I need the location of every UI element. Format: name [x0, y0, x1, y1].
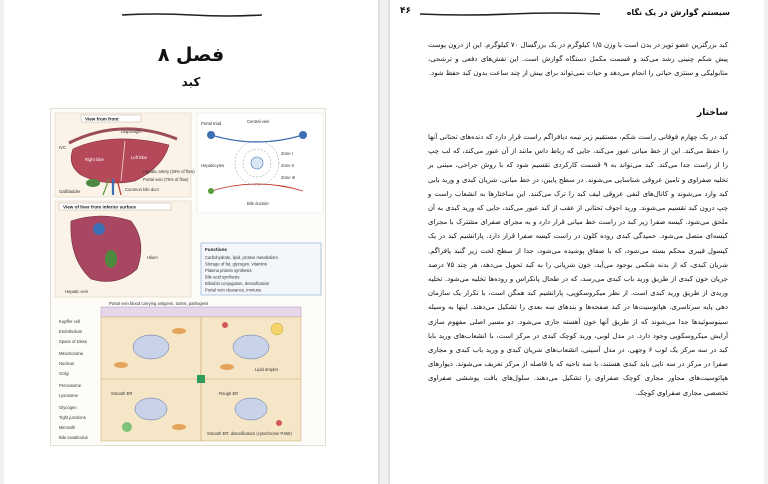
function-item: Storage of fat, glycogen, vitamins	[205, 261, 267, 267]
gallbladder-shape	[86, 179, 100, 187]
function-item: Plasma protein synthesis	[205, 268, 252, 273]
bile-ductule-label: Bile ductule	[247, 201, 269, 206]
view-front-label: View from front	[85, 116, 119, 122]
section-heading: ساختار	[697, 108, 728, 118]
lobule-diagram	[197, 113, 323, 213]
tight-junction-label: Tight junctions	[59, 415, 86, 420]
portal-triad-label: Portal triad	[201, 121, 222, 126]
central-vein-label: Central vein	[247, 119, 270, 124]
ivc-inferior-shape	[93, 223, 105, 235]
peroxisome-label: Peroxisome	[59, 383, 82, 388]
left-lobe-label: Left lobe	[131, 155, 148, 160]
bile-duct-label: Common bile duct	[125, 187, 159, 192]
gallbladder-inferior-shape	[105, 250, 117, 268]
chapter-subtitle: کبد	[181, 75, 201, 89]
gallbladder-label: Gallbladder	[59, 189, 81, 194]
zone3-label: Zone III	[281, 175, 296, 180]
body-paragraph: کبد در یک چهارم فوقانی راست شکم، مستقیم زیر نیمه دیافراگم راست قرار دارد که دنده‌های تحتانی آنها را حفظ می‌کند. این از خط میانی عبور می‌کند، جایی که رباط داس مانند از آن عبور می‌کند، که لب چپ را از راست جدا می‌کند. کبد می‌تواند به ۹ قسمت کارکردی تقسیم شود که با روش جراحی، مبتنی بر تخلیه صفراوی و تامین عروقی شناسایی می‌شوند. در سطح پایین، در خط میانی، شریان کبدی و ورید بابی کبد وارد می‌شوند و کانال‌های لنفی عروقی لیف کبد را ترک می‌کنند. این ساختارها به انشعاب راست و چپ درون کبد تقسیم می‌شوند. ورید اجوف تحتانی از عقب از کبد عبور می‌کند، جایی که ورید کبدی به آن ملحق می‌شود. کیسه صفرا زیر کبد در راست خط میانی قرار دارد و به مجرای صفرای مشترک با مجرای کیسه‌ای متصل می‌شود. خمیدگی کبدی روده کلون در راست کیسه صفرا قرار دارد. پارانشیم کبد در یک کپسول فیبری محکم بسته می‌شود، که با صفاق پوشیده می‌شود، جدا از سطح لخت زیر گنبد پافراگم. شریان کبدی، که از بدنه شکمی بوجود می‌آید، خون شریانی را به کبد تحویل می‌دهد، هر چند ۷۵ درصد جریان خون کبدی از طریق ورید باب کبدی می‌رسد، که در طحال پانکراس و روده‌ها تخلیه می‌شود. تخلیه وریدی از طریق ورید کبدی است. از نظر میکروسکوپی، پارانشیم کبد همگن است، با تکرار یک سازمان دهی پایه سرتاسری. هپاتوسیت‌ها در کبد صفحه‌ها و بندهای سه بعدی را تشکیل می‌دهند. اینها به وسیله سینوسوئیدها جدا می‌شوند که از طریق آنها خون آهسته جاری می‌شود. دو مسیر اصلی مفهوم سازی آرایش میکروسکوپی وجود دارد. در مدل لوبی، ورید کوچک کبدی در مرکز است، با انشعاب‌های ورید بابا کبد در سه مرکز یک لوب ۶ وجهی. در مدل آسینی، انشعاب‌های شریان کبدی و ورید باب کبدی و مجاری صفرا در مرکز در سه تایی باید کبدی هستند، با سه ناحیه که با فاصله از مرکز تعریف می‌شوند. دیوارهای هپاتوسیت‌های مجاور مجاری کوچک صفراوی را تشکیل می‌دهند. سلول‌های بافت پوششی صفراوی تخصصی مجاری صفراوی کوچک.	[428, 133, 728, 397]
smooth-er-label: Smooth ER	[111, 391, 133, 396]
lysosome-label: Lysosome	[59, 393, 78, 398]
ivc-label: IVC	[59, 145, 66, 150]
mitochondria-label: Mitochondria	[59, 351, 83, 356]
ornament-line	[122, 13, 262, 17]
page-number: ۴۶	[400, 6, 411, 16]
portal-inflow-label: Portal vein blood carrying antigens, toxins, pathogens	[109, 301, 209, 306]
glycogen-label: Glycogen	[59, 405, 77, 410]
liver-illustration	[51, 109, 327, 447]
header-ornament	[420, 12, 600, 16]
chapter-title: فصل ۸	[157, 44, 225, 66]
liver-figure	[50, 108, 326, 446]
functions-title: Functions	[205, 247, 227, 252]
endothelium-label: Endothelium	[59, 329, 83, 334]
hilum-label: Hilum	[147, 255, 158, 260]
right-page	[390, 0, 764, 484]
disse-label: Space of Disse	[59, 339, 88, 344]
hepatic-vein-label: Hepatic vein	[65, 289, 89, 294]
zone2-label: Zone II	[281, 163, 295, 168]
top-ornament	[122, 13, 262, 17]
canaliculus-label: Bile canaliculus	[59, 435, 88, 440]
zone1-label: Zone I	[281, 151, 293, 156]
left-page	[4, 0, 378, 484]
kupffer-label: Kupffer cell	[59, 319, 80, 324]
function-item: Bilirubin conjugation, detoxification	[205, 281, 270, 286]
microvilli-label: Microvilli	[59, 425, 76, 430]
nucleus-label: Nucleus	[59, 361, 75, 366]
portal-vein-label: Portal vein (75% of flow)	[143, 177, 189, 182]
hepatocyte-diagram	[59, 301, 301, 441]
function-item: Carbohydrate, lipid, protein metabolism	[205, 255, 278, 260]
right-lobe-label: Right lobe	[85, 157, 104, 162]
view-inferior-label: View of liver from inferior surface	[63, 204, 136, 210]
function-item: Portal vein clearance, immune	[205, 287, 262, 293]
function-item: Bile acid synthesis	[205, 274, 240, 280]
hepatocytes-label: Hepatocytes	[201, 163, 225, 168]
running-head: سیستم گوارش در یک نگاه	[626, 8, 730, 17]
golgi-label: Golgi	[59, 371, 69, 376]
lipid-label: Lipid droplet	[255, 367, 278, 372]
hepatic-artery-label: Hepatic artery (25% of flow)	[143, 169, 195, 174]
diaphragm-label: Diaphragm	[121, 129, 142, 134]
intro-paragraph: کبد بزرگترین عضو توپر در بدن است با وزن ۱/۵ کیلوگرم در یک بزرگسال ۷۰ کیلوگرم. این از درون پوست پیش شکم چنینی رشد می‌کند و قسمت مکمل دستگاه گوارش است. این نقش‌های دفعی و ترشحی، متابولیکی و سنتزی حیاتی را انجام می‌دهد و حیات نمی‌تواند برای بیش از چند ساعت بدون کبد حفظ شود.	[428, 41, 728, 78]
functions-box	[201, 243, 321, 295]
ornament-line	[420, 12, 600, 16]
detox-label: Smooth ER: detoxification (cytochrome P450)	[207, 431, 292, 436]
rough-er-label: Rough ER	[219, 391, 239, 396]
